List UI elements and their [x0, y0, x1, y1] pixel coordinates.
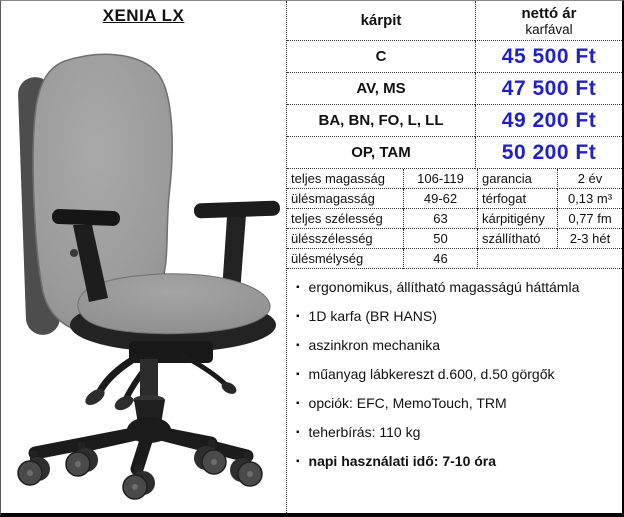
spec-label: ülésszélesség	[287, 229, 403, 249]
fabric-label: OP, TAM	[351, 144, 411, 161]
price-value: 49 200 Ft	[501, 108, 597, 132]
fabric-cell	[287, 41, 475, 73]
left-armrest-pad	[52, 209, 120, 226]
bullet-icon: ▪	[296, 282, 300, 293]
spec-value: 50	[403, 229, 477, 249]
feature-text: napi használati idő: 7-10 óra	[308, 453, 497, 469]
bullet-icon: ▪	[296, 340, 300, 351]
feature-item	[296, 361, 618, 390]
price-value: 50 200 Ft	[501, 140, 597, 164]
feature-text: opciók: EFC, MemoTouch, TRM	[308, 395, 507, 411]
price-table-header-price	[475, 1, 622, 41]
specs-table	[287, 169, 622, 269]
bullet-icon: ▪	[296, 398, 300, 409]
spec-label: kárpitigény	[477, 209, 557, 229]
feature-text: aszinkron mechanika	[308, 337, 441, 353]
price-table	[287, 1, 622, 169]
office-chair-photo	[1, 1, 286, 513]
feature-text: teherbírás: 110 kg	[308, 424, 421, 440]
bullet-icon: ▪	[296, 456, 300, 467]
fabric-label: BA, BN, FO, L, LL	[318, 112, 444, 129]
page-title: XENIA LX	[102, 6, 185, 25]
base-hub	[127, 417, 171, 443]
fabric-cell	[287, 105, 475, 137]
product-info-pane	[286, 1, 622, 513]
feature-item	[296, 390, 618, 419]
price-cell	[475, 105, 622, 137]
fabric-cell	[287, 137, 475, 169]
spec-label: teljes szélesség	[287, 209, 403, 229]
fabric-cell	[287, 73, 475, 105]
spec-label: térfogat	[477, 189, 557, 209]
spec-value: 2 év	[557, 169, 622, 189]
spec-empty-cell	[477, 249, 622, 269]
gas-lift-upper	[140, 359, 158, 401]
price-cell	[475, 137, 622, 169]
bullet-icon: ▪	[296, 427, 300, 438]
feature-text: 1D karfa (BR HANS)	[308, 308, 437, 324]
seat-cushion	[78, 274, 270, 334]
spec-label: teljes magasság	[287, 169, 403, 189]
feature-list	[287, 269, 622, 513]
price-value: 45 500 Ft	[501, 44, 597, 68]
feature-item-daily-usage	[296, 448, 618, 477]
feature-item	[296, 274, 618, 303]
spec-value: 2-3 hét	[557, 229, 622, 249]
spec-value: 0,13 m³	[557, 189, 622, 209]
spec-value: 46	[403, 249, 477, 269]
feature-item	[296, 419, 618, 448]
fabric-column-header: kárpit	[360, 12, 402, 29]
spec-label: ülésmagasság	[287, 189, 403, 209]
spec-label: ülésmélység	[287, 249, 403, 269]
feature-item	[296, 303, 618, 332]
bullet-icon: ▪	[296, 369, 300, 380]
armrest-adjust-button	[70, 249, 78, 257]
price-value: 47 500 Ft	[501, 76, 597, 100]
product-image-pane	[1, 1, 286, 513]
price-cell	[475, 73, 622, 105]
fabric-label: AV, MS	[356, 80, 406, 97]
price-cell	[475, 41, 622, 73]
spec-value: 49-62	[403, 189, 477, 209]
feature-item	[296, 332, 618, 361]
spec-label: garancia	[477, 169, 557, 189]
spec-value: 106-119	[403, 169, 477, 189]
price-table-header-fabric	[287, 1, 475, 41]
spec-value: 63	[403, 209, 477, 229]
spec-value: 0,77 fm	[557, 209, 622, 229]
fabric-label: C	[375, 48, 387, 65]
price-column-header-line1: nettó ár	[521, 4, 577, 22]
left-lever-2-paddle	[112, 393, 135, 413]
feature-text: ergonomikus, állítható magasságú háttámla	[308, 279, 580, 295]
right-armrest-pad	[194, 201, 280, 219]
price-column-header-line2: karfával	[525, 21, 573, 37]
spec-label: szállítható	[477, 229, 557, 249]
feature-text: műanyag lábkereszt d.600, d.50 görgők	[308, 366, 555, 382]
bullet-icon: ▪	[296, 311, 300, 322]
